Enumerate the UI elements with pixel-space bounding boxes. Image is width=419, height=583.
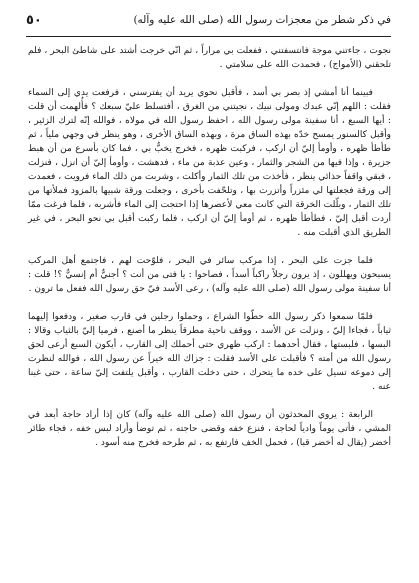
running-header: [26, 12, 391, 37]
paragraph: فلمّا سمعوا ذكر رسول الله حطّوا الشراع ، وحملوا رجلين في قارب صغير ، ودفعوا إليهما ثياباً ، فجاءا إليّ ، ونزلت عن الأسد ، ووقف ناحية مطرقاً ينظر ما أصنع ، فرميا إليّ بالثياب وقالا : البسها ، فلبستها ، فقال أحدهما : اركب ظهري حتى أحملك إلى القارب ، أيكون السبع أرعى لحق رسول الله من أمته ؟ فأقبلت على الأسد فقلت : جزاك الله خيراً عن رسول الله ، فوالله لنظرت إلى دموعه تسيل على خده ما يتحرك ، حتى دخلت القارب ، وأقبل يلتفت إليّ ساعة ، حتى غبنا عنه .: [28, 312, 391, 392]
page-number: ٥٠: [26, 13, 42, 28]
paragraph: الرابعة : يروي المحدثون أن رسول الله (صلى الله عليه وآله) كان إذا أراد حاجة أبعد في المشي ، فأتى يوماً وادياً لحاجة ، فنزع خفه وقضى حاجته ، ثم توضأ وأراد لبس خفه ، فجاء طائر أخضر (يقال له أخضر قبا) ، فحمل الخف فارتفع به ، ثم طرحه فخرج منه أسود .: [28, 410, 391, 448]
running-title: في ذكر شطر من معجزات رسول الله (صلى الله عليه وآله): [133, 14, 391, 26]
paragraph: فبينما أنا أمشي إذ بصر بي أسد ، فأقبل نحوي يريد أن يفترسني ، فرفعت يدي إلى السماء فقلت : اللهم إنّي عبدك ومولى نبيك ، نجيتني من الغرق ، أفتسلط عليّ سبعك ؟ فأُلهمت أن قلت : أيها السبع ، أنا سفينة مولى رسول الله ، احفظ رسول الله في مولاه ، فوالله إنّه لترك الزئير ، وأقبل كالسنور يمسح خدّه بهذه الساق مرة ، وبهذه الساق الأخرى ، وهو ينظر في وجهي ملياً ، ثم طأطأ ظهره ، وأومأ إليّ أن اركب ، فركبت ظهره ، فخرج يخبُّ بي ، فما كان بأسرع من أن هبط جزيرة ، وإذا فيها من الشجر والثمار ، وعين عذبة من ماء ، فدهشت ، وأومأ إليّ أن انزل ، فنزلت ، فبقي واقفاً حذائي ينظر ، فأخذت من تلك الثمار وأكلت ، وشربت من ذلك الماء فرويت ، فعمدت إلى ورقة فجعلتها لي مئزراً وأتزرت بها ، وتلحّفت بأخرى ، وجعلت ورقة شبيها بالمزود فملأتها من تلك الثمار ، وبلّلت الخرقة التي كانت معي لأعصرها إذا احتجت إلى الماء فأشربه ، فلما فرغت ممّا أردت أقبل إليّ ، فطأطأ ظهره ، ثم أومأ إليّ أن اركب ، فلما ركبت أقبل بي نحو البحر ، في غير الطريق الذي أقبلت منه .: [28, 88, 392, 238]
paragraph: نجوت ، جاءتني موجة فانتسفتني ، ففعلت بي مراراً ، ثم انّي خرجت أشتد على شاطئ البحر ، فلم تلحقني (الأمواج) ، فحمدت الله على سلامتي .: [28, 46, 391, 70]
main-text: [28, 44, 391, 573]
paragraph: فلما جزت على البحر ، إذا مركب سائر في البحر ، فلوّحت لهم ، فاجتمع أهل المركب يسبحون ويهللون ، إذ يرون رجلاً راكباً أسداً ، فصاحوا : يا فتى من أنت ؟ أجنيٌّ أم إنسيٌّ ؟! قلت : أنا سفينة مولى رسول الله (صلى الله عليه وآله) ، رعى الأسد فيّ حق رسول الله ففعل ما ترون .: [28, 256, 391, 294]
